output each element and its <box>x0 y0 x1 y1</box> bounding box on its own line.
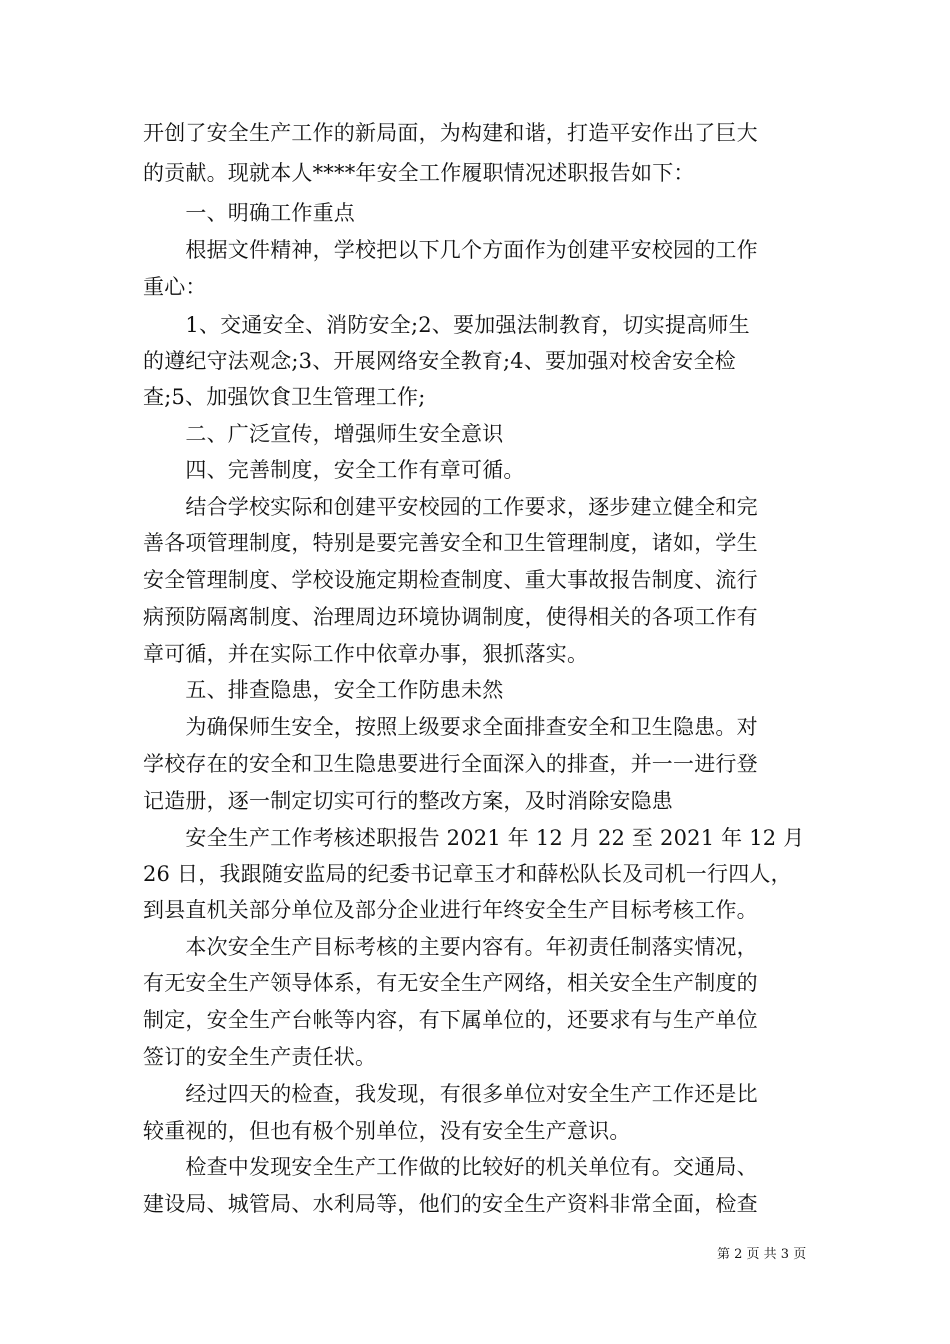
paragraph-line: 本次安全生产目标考核的主要内容有。年初责任制落实情况， <box>143 935 758 959</box>
paragraph-line: 的贡献。现就本人****年安全工作履职情况述职报告如下： <box>143 161 695 185</box>
section-heading: 二、广泛宣传，增强师生安全意识 <box>143 422 504 446</box>
section-heading: 一、明确工作重点 <box>143 201 355 225</box>
paragraph-line: 经过四天的检查，我发现，有很多单位对安全生产工作还是比 <box>143 1082 758 1106</box>
paragraph-line: 重心： <box>143 275 207 299</box>
paragraph-line: 的遵纪守法观念;3、开展网络安全教育;4、要加强对校舍安全检 <box>143 349 736 373</box>
page-number-footer: 第 2 页 共 3 页 <box>717 1247 807 1262</box>
paragraph-line: 到县直机关部分单位及部分企业进行年终安全生产目标考核工作。 <box>143 898 758 922</box>
paragraph-line: 制定，安全生产台帐等内容，有下属单位的，还要求有与生产单位 <box>143 1008 758 1032</box>
section-heading: 四、完善制度，安全工作有章可循。 <box>143 458 525 482</box>
paragraph-line: 1、交通安全、消防安全;2、要加强法制教育，切实提高师生 <box>143 313 750 337</box>
section-heading: 五、排查隐患，安全工作防患未然 <box>143 678 504 702</box>
paragraph-line: 记造册，逐一制定切实可行的整改方案，及时消除安隐患 <box>143 789 673 813</box>
paragraph-line: 根据文件精神，学校把以下几个方面作为创建平安校园的工作 <box>143 238 758 262</box>
paragraph-line: 有无安全生产领导体系，有无安全生产网络，相关安全生产制度的 <box>143 971 758 995</box>
paragraph-line: 安全管理制度、学校设施定期检查制度、重大事故报告制度、流行 <box>143 568 758 592</box>
paragraph-line: 26 日，我跟随安监局的纪委书记章玉才和薛松队长及司机一行四人， <box>143 862 792 886</box>
paragraph-line: 较重视的，但也有极个别单位，没有安全生产意识。 <box>143 1119 631 1143</box>
paragraph-line: 学校存在的安全和卫生隐患要进行全面深入的排查，并一一进行登 <box>143 752 758 776</box>
paragraph-line: 安全生产工作考核述职报告 2021 年 12 月 22 至 2021 年 12 月 <box>143 826 805 850</box>
paragraph-line: 章可循，并在实际工作中依章办事，狠抓落实。 <box>143 642 589 666</box>
paragraph-line: 结合学校实际和创建平安校园的工作要求，逐步建立健全和完 <box>143 495 758 519</box>
paragraph-line: 开创了安全生产工作的新局面，为构建和谐，打造平安作出了巨大 <box>143 121 758 145</box>
paragraph-line: 查;5、加强饮食卫生管理工作; <box>143 385 426 409</box>
paragraph-line: 签订的安全生产责任状。 <box>143 1045 377 1069</box>
paragraph-line: 善各项管理制度，特别是要完善安全和卫生管理制度，诸如，学生 <box>143 531 758 555</box>
paragraph-line: 建设局、城管局、水利局等，他们的安全生产资料非常全面，检查 <box>143 1192 758 1216</box>
paragraph-line: 为确保师生安全，按照上级要求全面排查安全和卫生隐患。对 <box>143 715 758 739</box>
paragraph-line: 病预防隔离制度、治理周边环境协调制度，使得相关的各项工作有 <box>143 605 758 629</box>
paragraph-line: 检查中发现安全生产工作做的比较好的机关单位有。交通局、 <box>143 1155 758 1179</box>
